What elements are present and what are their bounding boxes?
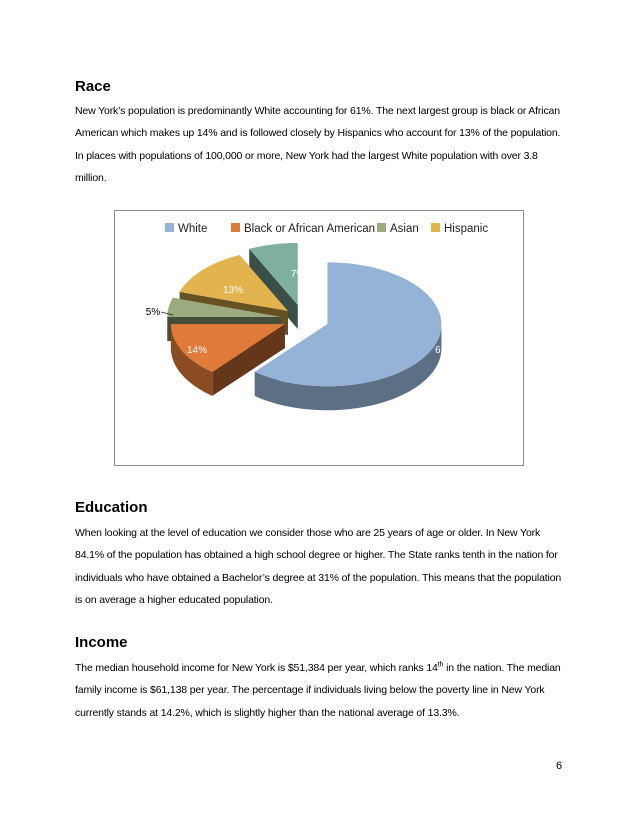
legend-label: Asian <box>390 223 419 235</box>
data-label-hispanic: 13% <box>222 285 244 296</box>
income-text-part1: The median household income for New York is $51,384 per year, which ranks 14 <box>75 662 438 674</box>
education-heading: Education <box>75 499 148 516</box>
legend-swatch <box>165 223 174 232</box>
pie-chart-canvas <box>115 211 523 465</box>
race-paragraph: New York’s population is predominantly White accounting for 61%. The next largest group is black or African American which makes up 14% and is followed closely by Hispanics who account for 13% of the population. In places with populations of 100,000 or more, New York had the largest White population with over 3.8 million. <box>75 105 561 184</box>
income-heading: Income <box>75 634 128 651</box>
data-label-other: 7% <box>290 269 306 280</box>
chart-legend <box>165 223 488 235</box>
income-text-part2: in the nation. The median family income is $61,138 per year. The percentage if individuals living below the poverty line in New York currently stands at 14.2%, which is slightly higher than the national average of 13.3%. <box>75 662 561 719</box>
legend-swatch <box>377 223 386 232</box>
legend-item-hispanic <box>431 223 488 235</box>
income-paragraph <box>75 657 567 724</box>
legend-label: Black or African American <box>244 223 376 235</box>
data-label-white: 61% <box>434 345 456 356</box>
page-number: 6 <box>556 760 563 772</box>
legend-label: Hispanic <box>444 223 489 235</box>
education-paragraph: When looking at the level of education we consider those who are 25 years of age or older. In New York 84.1% of the population has obtained a high school degree or higher. The State ranks tenth in the nation for individuals who have obtained a Bachelor’s degree at 31% of the population. This means that the population is on average a higher educated population. <box>75 527 562 606</box>
legend-item-black-or-african-american <box>231 223 375 235</box>
race-heading: Race <box>75 78 111 95</box>
data-label-black-or-african-american: 14% <box>186 345 208 356</box>
race-pie-chart <box>114 210 524 466</box>
legend-swatch <box>231 223 240 232</box>
ordinal-superscript: th <box>437 661 444 669</box>
legend-item-white <box>165 223 207 235</box>
data-label-asian: 5% <box>145 307 161 318</box>
legend-swatch <box>431 223 440 232</box>
legend-item-asian <box>377 223 419 235</box>
legend-label: White <box>178 223 208 235</box>
